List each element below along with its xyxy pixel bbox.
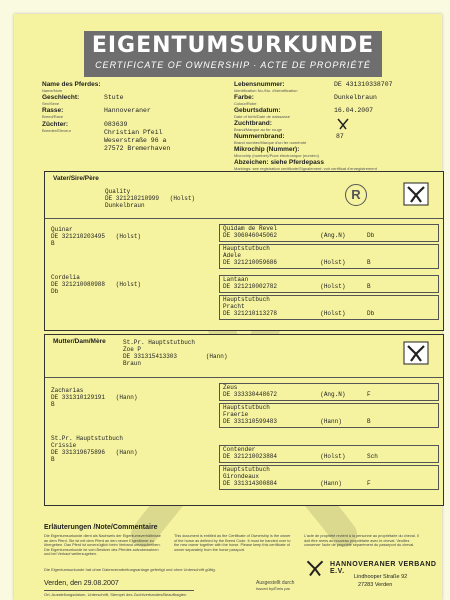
issued-by: Ausgestellt durch: [256, 580, 295, 586]
issued-by-sub: Issued by/Émis par: [256, 586, 291, 591]
validity-note: Die Eigentumsurkunde hat ohne Datenverarbeitungsanlage gefertigt und ohne Unterschrift gültig.: [44, 567, 216, 572]
dam-sire: Zacharias DE 331310129191 (Hann) B: [51, 387, 138, 408]
association-stamp-icon: [304, 558, 326, 578]
breeder-id: 083639: [104, 121, 128, 128]
notes-german: Die Eigentumsurkunde dient als Nachweis der Eigentumsverhältnisse an dem Pferd. Sie ist mit dem Pferd an den neuen Eigentümer zu übergeben. Das Pferd ist unverzüglich beim Verband umzuschreiben. Die Eigentumsurkunde ist vom Besitzer des Pferdes aufzubewahren und bei Verkauf weiterzugeben.: [44, 534, 161, 556]
issue-place-date: Verden, den 29.08.2007: [44, 580, 119, 587]
sire-divider: [45, 218, 443, 219]
issue-place-label: Ort, Ausstellungsdatum, Unterschrift, Stempel des Zuchtverbandes/Beauftragten: [44, 592, 187, 597]
markings-label: Abzeichen: siehe Pferdepass Markings: see registration certificate/Signalement: voir certificat d'enregistrement: [234, 159, 377, 171]
name-label: Name des Pferdes: Name/Nom: [42, 81, 101, 93]
certificate-sheet: [14, 14, 442, 600]
certificate-subtitle: CERTIFICATE OF OWNERSHIP · ACTE DE PROPRIÉTÉ: [95, 60, 371, 70]
sire-name: Quality DE 321210210999 (Holst) Dunkelbraun: [105, 188, 196, 209]
dam-dam: St.Pr. Hauptstutbuch Crissie DE 331319675896 (Hann) B: [51, 435, 138, 463]
breeder-name: Christian Pfeil: [104, 129, 163, 136]
sire-ss: Quidam de Revel DE 306046045062 (Ang.N) Db: [223, 225, 375, 239]
breeder-label: Züchter: Breeder/Eleveur: [42, 121, 71, 133]
dam-pedigree: [44, 334, 444, 506]
sire-sire: Quinar DE 321210203495 (Holst) B: [51, 226, 142, 247]
life-number-label: Lebensnummer: Identification No./No. d'identification: [234, 81, 298, 93]
association-city: 27283 Verden: [358, 582, 393, 588]
dam-ss: Zeus DE 333330448672 (Ang.N) F: [223, 384, 371, 398]
microchip-label: Mikrochip (Nummer): Microchip (number)/Puce électronique (numéro): [234, 146, 319, 158]
certificate-title: EIGENTUMSURKUNDE: [91, 33, 375, 58]
colour-label: Farbe: Colour/Robe: [234, 94, 257, 106]
notes-english: This document is entitled as the Certificate of Ownership is the owner of the horse as defined by the Breed Code. It must be handed over to the new owner together with the horse. Please keep this certificate of owner separately from the horse passport.: [174, 534, 291, 552]
sex-label: Geschlecht: Sex/Sexe: [42, 94, 80, 106]
dam-divider: [45, 377, 443, 378]
sire-heading: Vater/Sire/Père: [53, 175, 99, 182]
brand-mark-icon: [336, 118, 350, 130]
life-number-value: DE 431310338707: [334, 81, 393, 88]
association-street: Lindhooper Straße 92: [354, 574, 408, 580]
breed-value: Hannoveraner: [104, 107, 151, 114]
dam-heading: Mutter/Dam/Mère: [53, 338, 106, 345]
dam-ds: Contender DE 321210023884 (Holst) Sch: [223, 446, 378, 460]
dam-name: St.Pr. Hauptstutbuch Zoe P DE 331315413303 (Hann) Braun: [123, 339, 228, 367]
breeder-city: 27572 Bremerhaven: [104, 145, 171, 152]
sire-pedigree: [44, 171, 444, 331]
sex-value: Stute: [104, 94, 124, 101]
colour-value: Dunkelbraun: [334, 94, 377, 101]
breeder-street: Weserstraße 96 a: [104, 137, 167, 144]
brand-number-label: Nummernbrand: Brand number/Marque d'un fer numéroté: [234, 133, 307, 145]
birth-date-value: 16.04.2007: [334, 107, 374, 114]
association-logo-icon: [403, 182, 429, 206]
breed-label: Rasse: Breed/Race: [42, 107, 64, 119]
brand-label: Zuchtbrand: Brand/Marque au fer rouge: [234, 120, 283, 132]
birth-date-label: Geburtsdatum: Date of birth/Date de naissance: [234, 107, 291, 119]
dam-sd: Hauptstutbuch Fraerie DE 331310599483 (Hann) B: [223, 404, 371, 425]
sire-ds: Lantaan DE 321210002782 (Holst) B: [223, 276, 371, 290]
brand-number-value: 87: [336, 133, 344, 140]
sire-dam: Cordelia DE 321210080988 (Holst) Db: [51, 274, 142, 295]
signature-line: [44, 590, 194, 591]
sire-sd: Hauptstutbuch Adele DE 321210059686 (Holst) B: [223, 245, 371, 266]
association-logo-icon: [403, 341, 429, 365]
title-banner: [84, 31, 382, 77]
registered-mark-icon: R: [345, 184, 367, 206]
dam-dd: Hauptstutbuch Girondeaux DE 331314300884 (Hann) F: [223, 466, 371, 487]
association-name: HANNOVERANER VERBAND E.V.: [330, 561, 437, 575]
notes-french: L'acte de propriété revient à la personne au propriétaire du cheval. Il doit être remis au nouveau propriétaire avec le cheval. Veuillez conserver l'acte de propriété séparément du passeport du cheval.: [304, 534, 419, 547]
notes-title: Erläuterungen /Note/Commentaire: [44, 524, 158, 531]
sire-dd: Hauptstutbuch Pracht DE 321210113278 (Holst) Db: [223, 296, 375, 317]
